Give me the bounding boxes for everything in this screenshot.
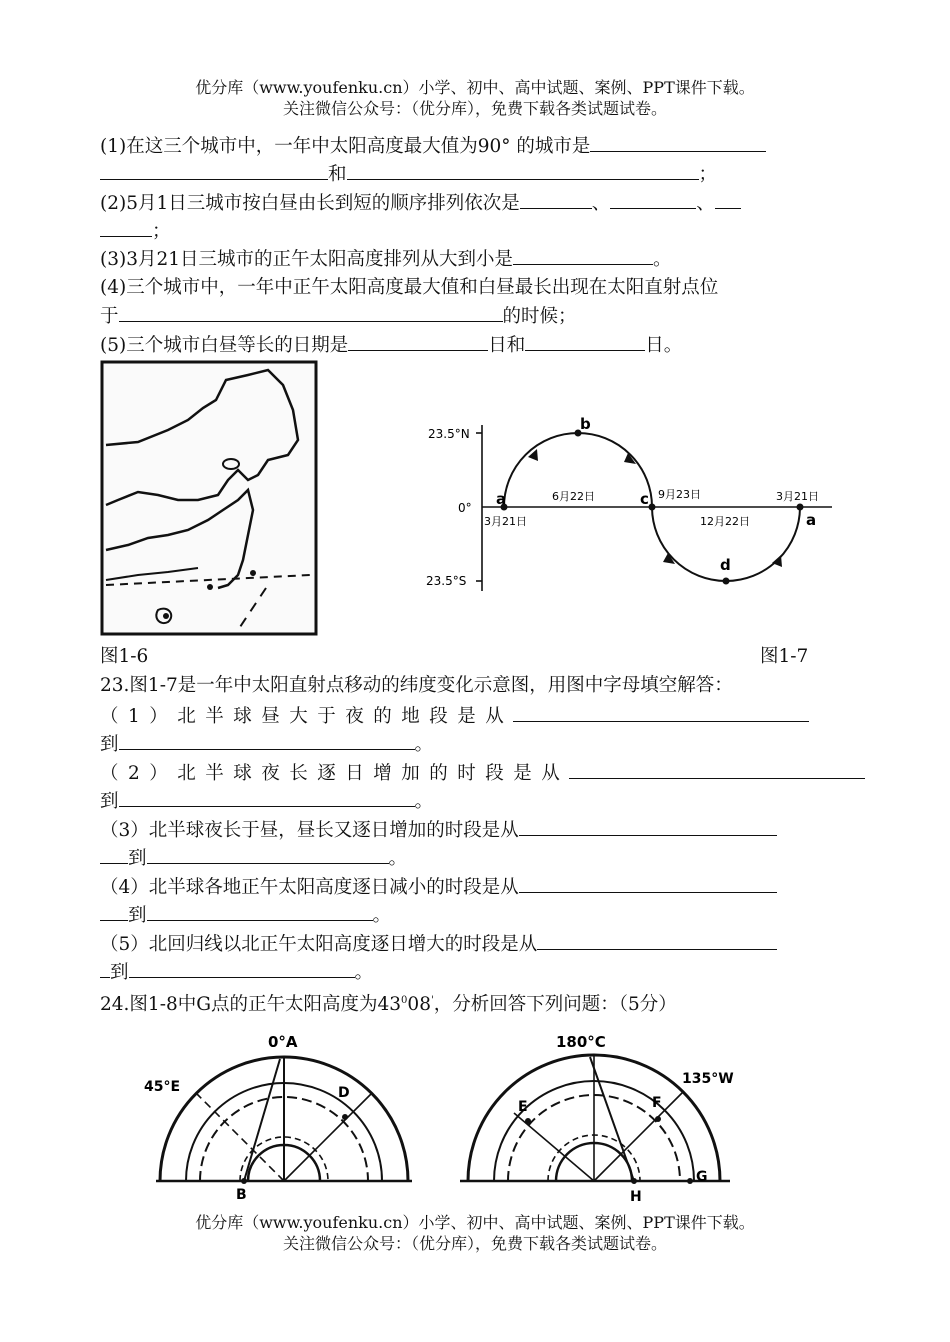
q22-part1 [100,133,766,160]
q22-p1-and: 和 [328,164,347,185]
label-E: E [518,1099,528,1115]
answer-blank[interactable] [100,161,328,180]
q22-p2-end: ； [152,221,171,242]
city-point [250,570,256,576]
date-mar21-right: 3月21日 [776,490,819,503]
answer-blank[interactable] [590,133,766,152]
q22-p4-prefix: 于 [100,306,119,327]
label-135W: 135°W [682,1071,734,1087]
q23-part2-cont [100,788,433,815]
answer-blank[interactable] [513,246,653,265]
answer-blank[interactable] [513,703,809,722]
left-hemisphere [144,1033,412,1203]
point-e [525,1118,531,1124]
answer-blank[interactable] [100,902,128,921]
point-d [723,578,730,585]
q23-part5 [100,931,777,958]
q23-p5-to: 到 [110,962,129,983]
answer-blank[interactable] [100,845,128,864]
q22-p1-text: (1)在这三个城市中，一年中太阳高度最大值为90° 的城市是 [100,136,591,157]
point-g [687,1178,693,1184]
letter-a2: a [806,511,817,529]
caption-fig-1-7: 图1-7 [760,646,809,667]
label-F: F [652,1095,662,1111]
q22-p2-sep1: 、 [591,193,611,214]
label-180C: 180°C [556,1033,606,1051]
q23-intro: 23.图1-7是一年中太阳直射点移动的纬度变化示意图，用图中字母填空解答： [100,675,733,696]
q22-part2-cont [100,218,171,245]
q23-p4-to: 到 [128,905,147,926]
footer-line-2: 关注微信公众号：（优分库），免费下载各类试题试卷。 [282,1234,667,1253]
q22-p5-text: (5)三个城市白昼等长的日期是 [100,335,349,356]
q24-degree: 0 [401,995,408,1006]
q22-part3 [100,246,672,273]
answer-blank[interactable] [610,190,696,209]
right-hemisphere [460,1033,734,1205]
left-meridian-45e [196,1093,284,1181]
q23-p1-to: 到 [100,734,119,755]
label-B: B [236,1187,247,1203]
letter-c: c [640,490,649,508]
label-0-deg: 0° [458,501,472,515]
answer-blank[interactable] [569,760,865,779]
point-a2 [797,504,804,511]
answer-blank[interactable] [147,845,389,864]
q22-p4-end: 的时候； [502,306,577,327]
label-G: G [696,1169,708,1185]
q22-p2-sep2: 、 [696,193,715,214]
q23-part1 [100,703,809,730]
q23-p1-text: （1）北半球昼大于夜的地段是从 [100,706,514,727]
point-d [342,1114,348,1120]
answer-blank[interactable] [525,332,645,351]
q22-p4-text: (4)三个城市中，一年中正午太阳高度最大值和白昼最长出现在太阳直射点位 [100,277,719,298]
letter-b: b [580,415,591,433]
label-H: H [630,1189,642,1205]
q23-part4 [100,874,777,901]
q23-p1-end: 。 [414,734,434,755]
q23-part3 [100,817,777,844]
date-dec22: 12月22日 [700,515,750,528]
answer-blank[interactable] [100,218,152,237]
answer-blank[interactable] [347,161,699,180]
q23-p3-to: 到 [128,848,147,869]
answer-blank[interactable] [537,931,777,950]
q24-text-b: 08 [407,994,431,1016]
q23-p2-end: 。 [414,791,434,812]
figure-1-6-map [98,360,324,638]
answer-blank[interactable] [119,303,503,322]
q22-part2 [100,190,741,217]
city-point [207,584,213,590]
city-point [163,613,169,619]
q22-p1-end: ； [698,164,718,185]
point-h [631,1178,637,1184]
answer-blank[interactable] [348,332,488,351]
q23-p3-text: （3）北半球夜长于昼，昼长又逐日增加的时段是从 [100,820,519,841]
q22-p5-mid: 日和 [488,335,526,356]
q22-part5 [100,332,682,359]
left-meridian-d [284,1093,372,1181]
label-23-5N: 23.5°N [428,427,470,441]
answer-blank[interactable] [119,731,415,750]
q22-p5-end: 日。 [645,335,683,356]
q23-p4-text: （4）北半球各地正午太阳高度逐日减小的时段是从 [100,877,519,898]
date-sep23: 9月23日 [658,488,701,501]
point-c [649,504,656,511]
figure-1-7-diagram [420,405,840,605]
answer-blank[interactable] [519,874,777,893]
header-line-1: 优分库（www.youfenku.cn）小学、初中、高中试题、案例、PPT课件下载。 [195,78,755,97]
answer-blank[interactable] [147,902,373,921]
answer-blank[interactable] [100,959,110,978]
q24-text-c: ，分析回答下列问题：（5分） [433,994,677,1016]
minute-mark: ' [430,995,434,1006]
point-b [241,1178,247,1184]
q24-text-a: 24.图1-8中G点的正午太阳高度为43 [100,994,402,1016]
q23-p3-end: 。 [388,848,408,869]
letter-d: d [720,556,731,574]
caption-fig-1-6: 图1-6 [100,646,149,667]
answer-blank[interactable] [119,788,415,807]
q22-part1-cont [100,161,717,188]
q23-p5-end: 。 [354,962,374,983]
date-jun22: 6月22日 [552,490,595,503]
answer-blank[interactable] [715,190,741,209]
q23-part5-cont [100,959,373,986]
q23-part2 [100,760,865,787]
answer-blank[interactable] [129,959,355,978]
point-f [655,1116,661,1122]
label-23-5S: 23.5°S [426,574,467,588]
answer-blank[interactable] [519,817,777,836]
label-D: D [338,1085,350,1101]
label-45E: 45°E [144,1079,181,1095]
q23-p5-text: （5）北回归线以北正午太阳高度逐日增大的时段是从 [100,934,538,955]
figure-1-8-diagrams [140,1025,760,1205]
q22-part4-cont [100,303,577,330]
letter-a: a [496,490,507,508]
header-line-2: 关注微信公众号：（优分库），免费下载各类试题试卷。 [282,99,667,118]
q22-p2-text: (2)5月1日三城市按白昼由长到短的顺序排列依次是 [100,193,520,214]
q23-p4-end: 。 [372,905,392,926]
arrow-marker [772,555,782,567]
left-sun-ray [244,1059,280,1181]
answer-blank[interactable] [520,190,592,209]
q22-p3-end: 。 [653,249,672,270]
q23-part4-cont [100,902,391,929]
date-mar21-left: 3月21日 [484,515,527,528]
q23-p2-text: （2）北半球夜长逐日增加的时段是从 [100,763,570,784]
q23-part3-cont [100,845,407,872]
footer-line-1: 优分库（www.youfenku.cn）小学、初中、高中试题、案例、PPT课件下载。 [195,1213,755,1232]
q23-part1-cont [100,731,433,758]
label-0-A: 0°A [268,1033,298,1051]
q22-part4 [100,275,718,301]
q22-p3-text: (3)3月21日三城市的正午太阳高度排列从大到小是 [100,249,514,270]
q23-p2-to: 到 [100,791,119,812]
q24-intro [100,988,677,1018]
